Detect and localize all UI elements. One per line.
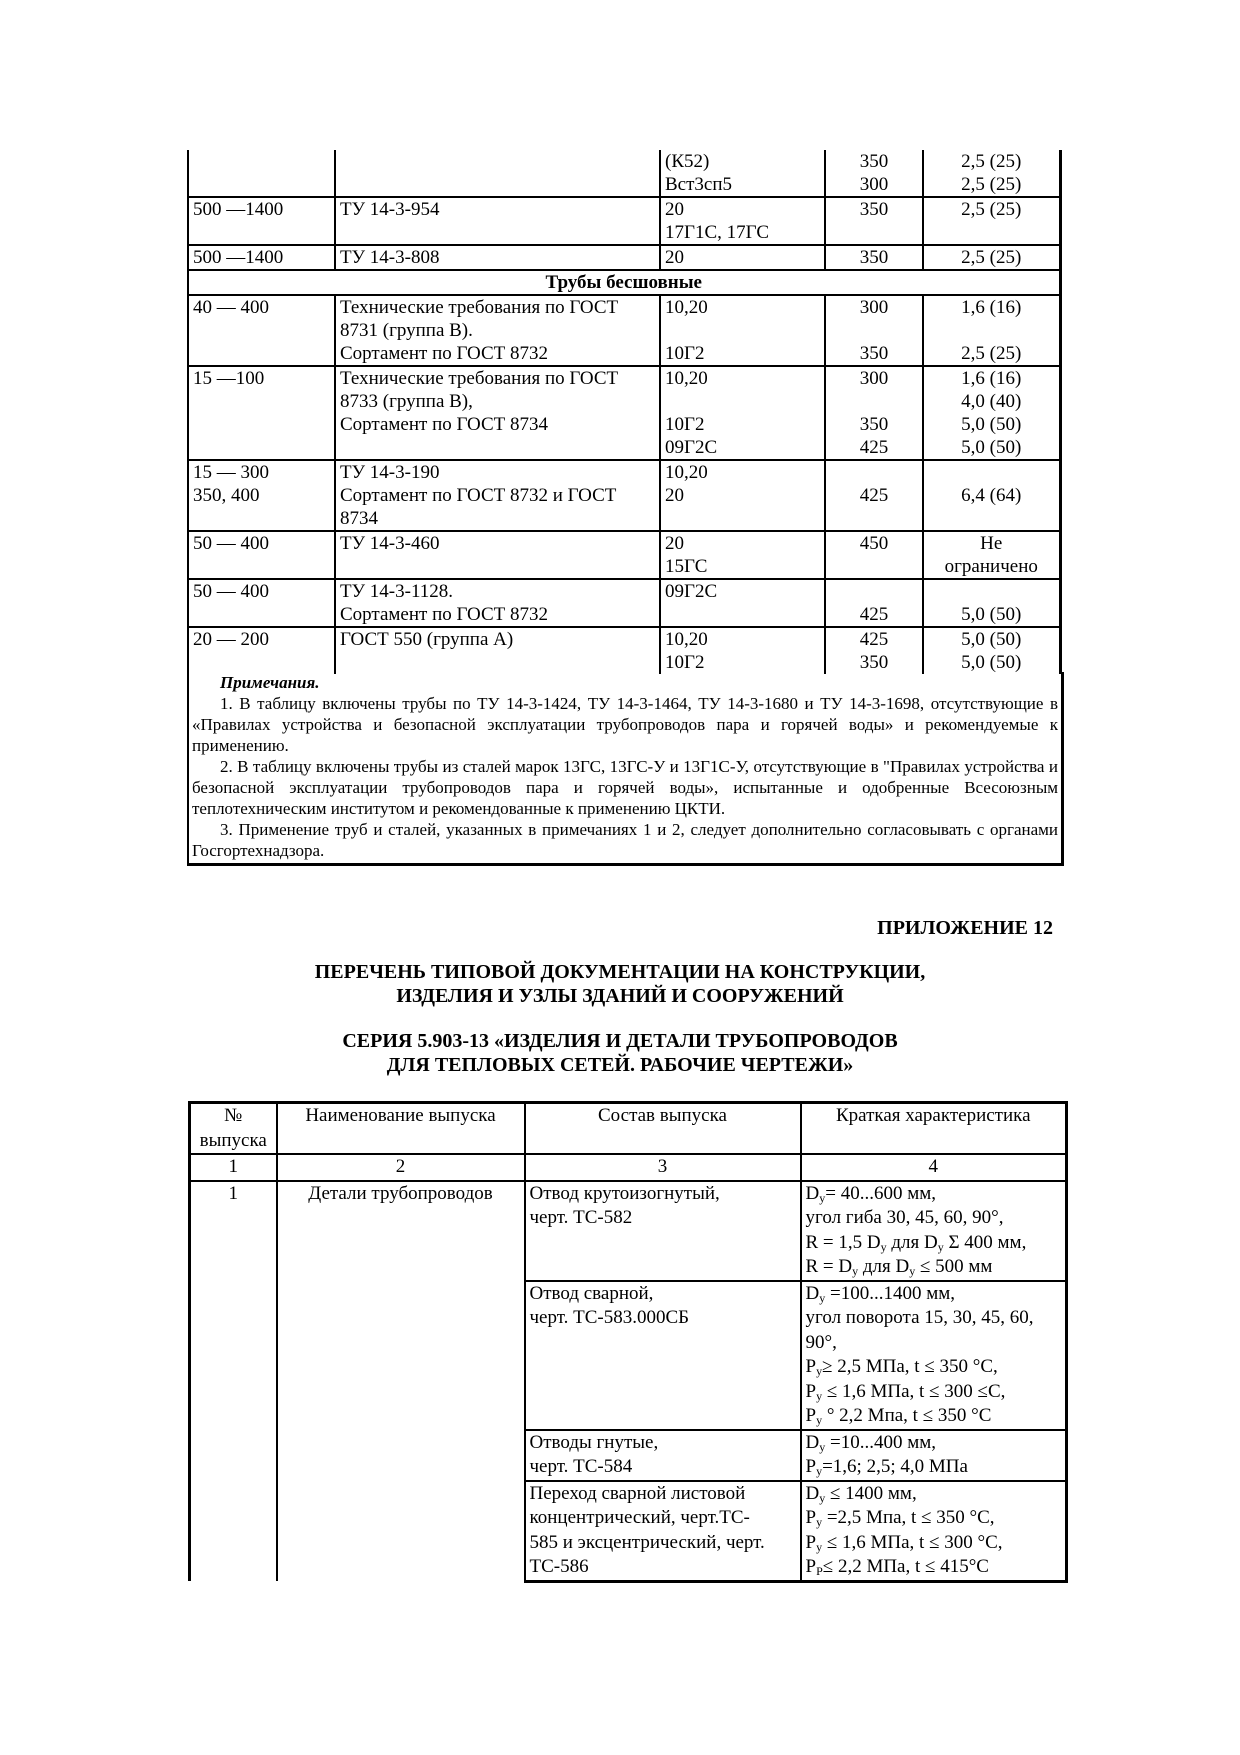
cell-line: ТУ 14-3-190 bbox=[340, 462, 440, 483]
cell-line: 50 — 400 bbox=[193, 581, 269, 602]
text-part: Σ 400 мм, bbox=[943, 1231, 1027, 1253]
appendix-label: ПРИЛОЖЕНИЕ 12 bbox=[877, 917, 1053, 939]
subscript: y bbox=[819, 1190, 826, 1205]
cell-line bbox=[665, 390, 820, 413]
cell-line bbox=[928, 580, 1055, 603]
cell-line: 5,0 (50) bbox=[961, 604, 1022, 625]
cell-line: (К52) bbox=[665, 151, 710, 172]
column-number: 3 bbox=[525, 1154, 801, 1181]
cell-line: 5,0 (50) bbox=[961, 414, 1022, 435]
characteristic-line bbox=[806, 1282, 1062, 1307]
cell-line: черт. ТС-583.000СБ bbox=[529, 1307, 690, 1328]
cell-line: 350 bbox=[859, 343, 889, 364]
cell-line: 20 — 200 bbox=[193, 629, 269, 650]
cell-line: Не bbox=[980, 533, 1003, 554]
subscript: y bbox=[880, 1239, 887, 1254]
diameter-cell bbox=[188, 295, 335, 366]
steel-grade-cell bbox=[660, 150, 825, 197]
specification-cell bbox=[335, 150, 660, 197]
text-part: P bbox=[805, 1380, 817, 1402]
steel-grade-cell bbox=[660, 245, 825, 270]
cell-line: 09Г2С bbox=[665, 437, 718, 458]
cell-line: 425 bbox=[859, 437, 889, 458]
diameter-cell bbox=[188, 245, 335, 270]
title-line: ИЗДЕЛИЯ И УЗЛЫ ЗДАНИЙ И СООРУЖЕНИЙ bbox=[396, 985, 844, 1007]
cell-line: ГОСТ 550 (группа А) bbox=[340, 629, 514, 650]
subscript: y bbox=[852, 1264, 859, 1278]
issue-name-cell: Детали трубопроводов bbox=[277, 1181, 525, 1582]
title-line: ПЕРЕЧЕНЬ ТИПОВОЙ ДОКУМЕНТАЦИИ НА КОНСТРУКЦИИ, bbox=[314, 961, 926, 983]
cell-line: 450 bbox=[859, 533, 889, 554]
characteristic-line bbox=[806, 1255, 1062, 1280]
column-number: 2 bbox=[277, 1154, 525, 1181]
series-title bbox=[187, 1029, 1053, 1077]
cell-line: 4,0 (40) bbox=[961, 391, 1022, 412]
text-part: угол гиба 30, 45, 60, 90°, bbox=[805, 1207, 1004, 1228]
composition-cell bbox=[525, 1181, 801, 1281]
temperature-cell bbox=[825, 295, 923, 366]
composition-cell bbox=[525, 1281, 801, 1430]
specification-cell bbox=[335, 197, 660, 245]
note-item: 1. В таблицу включены трубы по ТУ 14-3-1424, ТУ 14-3-1464, ТУ 14-3-1680 и ТУ 14-3-1698, отсутствующие в «Правилах устройства и безопасной эксплуатации трубопроводов пара и горячей воды» и рекомендуемые к применению. bbox=[192, 694, 1058, 755]
temperature-cell bbox=[825, 150, 923, 197]
cell-line: 585 и эксцентрический, черт. bbox=[529, 1531, 765, 1553]
characteristic-line bbox=[806, 1404, 1062, 1429]
cell-line: 15ГС bbox=[665, 556, 708, 577]
cell-line: 2,5 (25) bbox=[961, 174, 1022, 195]
specification-cell bbox=[335, 627, 660, 674]
cell-line: 300 bbox=[859, 368, 889, 389]
characteristics-cell bbox=[801, 1281, 1067, 1430]
text-part: P bbox=[805, 1456, 817, 1477]
cell-line: 10,20 bbox=[665, 297, 708, 318]
characteristic-line bbox=[806, 1306, 1062, 1331]
temperature-cell bbox=[825, 627, 923, 674]
table-row bbox=[188, 366, 1060, 460]
cell-line: Сортамент по ГОСТ 8734 bbox=[340, 414, 548, 435]
cell-line: черт. ТС-584 bbox=[529, 1456, 633, 1477]
cell-line: ограничено bbox=[944, 556, 1038, 577]
diameter-cell bbox=[188, 366, 335, 460]
text-part: P bbox=[805, 1556, 817, 1577]
cell-line: 15 — 300 bbox=[193, 462, 269, 483]
cell-line: Технические требования по ГОСТ bbox=[340, 297, 619, 318]
text-part: ≤ 1,6 МПа, t ≤ 300 ≤C, bbox=[822, 1380, 1006, 1402]
cell-line: 10,20 bbox=[665, 368, 708, 389]
subscript: y bbox=[816, 1464, 823, 1478]
notes-block bbox=[187, 672, 1064, 866]
pressure-cell bbox=[923, 579, 1060, 627]
characteristics-cell bbox=[801, 1181, 1067, 1281]
specification-cell bbox=[335, 295, 660, 366]
cell-line: концентрический, черт.ТС- bbox=[529, 1507, 750, 1528]
steel-grade-cell bbox=[660, 366, 825, 460]
series-line: ДЛЯ ТЕПЛОВЫХ СЕТЕЙ. РАБОЧИЕ ЧЕРТЕЖИ» bbox=[386, 1054, 854, 1076]
text-part: ° 2,2 Мпа, t ≤ 350 °C bbox=[822, 1405, 992, 1426]
cell-line: ТУ 14-3-954 bbox=[340, 199, 440, 220]
subscript: y bbox=[819, 1290, 826, 1305]
text-part: =1,6; 2,5; 4,0 МПа bbox=[822, 1456, 968, 1477]
subscript: y bbox=[816, 1388, 823, 1403]
characteristic-line bbox=[806, 1506, 1062, 1531]
cell-line: 09Г2С bbox=[665, 581, 718, 602]
characteristic-line bbox=[806, 1531, 1062, 1556]
cell-line: Отводы гнутые, bbox=[529, 1431, 659, 1453]
subscript: y bbox=[909, 1264, 916, 1278]
column-number: 4 bbox=[801, 1154, 1067, 1181]
text-part: P bbox=[805, 1531, 817, 1553]
characteristic-line bbox=[806, 1431, 1062, 1456]
steel-grade-cell bbox=[660, 460, 825, 531]
series-contents-table bbox=[188, 1101, 1068, 1583]
cell-line: 2,5 (25) bbox=[961, 151, 1022, 172]
cell-line bbox=[928, 319, 1055, 342]
cell-line bbox=[830, 319, 918, 342]
pressure-cell bbox=[923, 531, 1060, 579]
table-row bbox=[188, 270, 1060, 295]
text-part: угол поворота 15, 30, 45, 60, bbox=[805, 1307, 1034, 1328]
cell-line: 50 — 400 bbox=[193, 533, 269, 554]
diameter-cell bbox=[188, 150, 335, 197]
cell-line bbox=[665, 319, 820, 342]
cell-line: 6,4 (64) bbox=[961, 485, 1022, 506]
cell-line: 350, 400 bbox=[193, 485, 260, 506]
cell-line: ТУ 14-3-1128. bbox=[340, 581, 454, 602]
cell-line: Отвод сварной, bbox=[529, 1282, 654, 1304]
cell-line: 8733 (группа В), bbox=[340, 391, 473, 412]
specification-cell bbox=[335, 245, 660, 270]
cell-line: 425 bbox=[859, 604, 889, 625]
series-line: СЕРИЯ 5.903-13 «ИЗДЕЛИЯ И ДЕТАЛИ ТРУБОПРОВОДОВ bbox=[342, 1030, 898, 1052]
table-row bbox=[188, 627, 1060, 674]
cell-line: 8731 (группа В). bbox=[340, 320, 473, 341]
diameter-cell bbox=[188, 531, 335, 579]
cell-line: Сортамент по ГОСТ 8732 bbox=[340, 604, 548, 625]
text-part: R = 1,5 D bbox=[805, 1231, 881, 1253]
table-row bbox=[188, 150, 1060, 197]
characteristic-line bbox=[806, 1206, 1062, 1231]
diameter-cell bbox=[188, 579, 335, 627]
pressure-cell bbox=[923, 460, 1060, 531]
temperature-cell bbox=[825, 197, 923, 245]
notes-heading: Примечания. bbox=[220, 673, 320, 692]
cell-line bbox=[193, 150, 330, 173]
cell-line: черт. ТС-582 bbox=[529, 1207, 633, 1228]
cell-line: 10,20 bbox=[665, 629, 708, 650]
table-row bbox=[188, 295, 1060, 366]
cell-line: 5,0 (50) bbox=[961, 629, 1022, 650]
cell-line: 5,0 (50) bbox=[961, 437, 1022, 458]
steel-grade-cell bbox=[660, 295, 825, 366]
note-item: 2. В таблицу включены трубы из сталей марок 13ГС, 13ГС-У и 13Г1С-У, отсутствующие в "Правилах устройства и безопасной эксплуатации трубопроводов пара и горячей воды», испытанные и одобренные Всесоюзным теплотехническим институтом и рекомендованные к применению ЦКТИ. bbox=[192, 757, 1058, 818]
characteristic-line bbox=[806, 1182, 1062, 1207]
steel-grade-cell bbox=[660, 627, 825, 674]
cell-line: 5,0 (50) bbox=[961, 652, 1022, 673]
characteristic-line bbox=[806, 1355, 1062, 1380]
text-part: =10...400 мм, bbox=[825, 1431, 936, 1453]
cell-line bbox=[830, 580, 918, 603]
text-part: ≥ 2,5 МПа, t ≤ 350 °C, bbox=[822, 1356, 998, 1377]
specification-cell bbox=[335, 531, 660, 579]
characteristic-line bbox=[806, 1455, 1062, 1480]
table-row bbox=[188, 245, 1060, 270]
text-part: для D bbox=[858, 1256, 910, 1277]
pressure-cell bbox=[923, 366, 1060, 460]
cell-line: 20 bbox=[665, 247, 684, 268]
steel-grade-cell bbox=[660, 197, 825, 245]
diameter-cell bbox=[188, 197, 335, 245]
temperature-cell bbox=[825, 579, 923, 627]
text-part: ≤ 1,6 МПа, t ≤ 300 °C, bbox=[822, 1531, 1003, 1553]
cell-line: 425 bbox=[859, 485, 889, 506]
section-heading: Трубы бесшовные bbox=[188, 270, 1060, 295]
steel-grade-cell bbox=[660, 531, 825, 579]
header-characteristics: Краткая характеристика bbox=[801, 1103, 1067, 1155]
note-item: 3. Применение труб и сталей, указанных в примечаниях 1 и 2, следует дополнительно согласовывать с органами Госгортехнадзора. bbox=[192, 820, 1058, 860]
subscript: y bbox=[937, 1239, 944, 1254]
cell-line: 17Г1С, 17ГС bbox=[665, 222, 770, 243]
characteristic-line bbox=[806, 1231, 1062, 1256]
cell-line: Сортамент по ГОСТ 8732 и ГОСТ bbox=[340, 485, 617, 506]
text-part: D bbox=[805, 1482, 820, 1504]
text-part: 90°, bbox=[805, 1331, 837, 1353]
cell-line: 10Г2 bbox=[665, 343, 705, 364]
specification-cell bbox=[335, 460, 660, 531]
characteristics-cell bbox=[801, 1481, 1067, 1582]
diameter-cell bbox=[188, 627, 335, 674]
pressure-cell bbox=[923, 295, 1060, 366]
table-row bbox=[190, 1181, 1067, 1281]
subscript: y bbox=[816, 1515, 823, 1529]
cell-line bbox=[830, 390, 918, 413]
text-part: D bbox=[805, 1182, 820, 1204]
specification-cell bbox=[335, 366, 660, 460]
cell-line: 20 bbox=[665, 533, 684, 554]
text-part: P bbox=[805, 1405, 817, 1426]
text-part: D bbox=[805, 1431, 820, 1453]
pressure-cell bbox=[923, 150, 1060, 197]
document-title bbox=[187, 960, 1053, 1008]
characteristic-line bbox=[806, 1482, 1062, 1507]
issue-number-cell: 1 bbox=[190, 1181, 277, 1582]
subscript: y bbox=[816, 1364, 823, 1378]
cell-line: 2,5 (25) bbox=[961, 343, 1022, 364]
characteristics-cell bbox=[801, 1430, 1067, 1481]
characteristic-line bbox=[806, 1331, 1062, 1356]
text-part: ≤ 500 мм bbox=[915, 1256, 993, 1277]
table-row bbox=[188, 460, 1060, 531]
cell-line: 15 —100 bbox=[193, 368, 265, 389]
header-issue-name: Наименование выпуска bbox=[277, 1103, 525, 1155]
subscript: y bbox=[819, 1490, 826, 1505]
cell-line bbox=[340, 150, 655, 173]
specification-cell bbox=[335, 579, 660, 627]
table-row bbox=[188, 197, 1060, 245]
cell-line: 40 — 400 bbox=[193, 297, 269, 318]
cell-line: 10Г2 bbox=[665, 414, 705, 435]
text-part: =2,5 Мпа, t ≤ 350 °C, bbox=[822, 1507, 995, 1528]
steel-pipes-table bbox=[187, 150, 1062, 674]
temperature-cell bbox=[825, 245, 923, 270]
cell-line: 300 bbox=[859, 297, 889, 318]
cell-line: ТУ 14-3-460 bbox=[340, 533, 440, 554]
characteristic-line bbox=[806, 1380, 1062, 1405]
cell-line: Вст3сп5 bbox=[665, 174, 733, 195]
cell-line: Отвод крутоизогнутый, bbox=[529, 1182, 720, 1204]
cell-line: Переход сварной листовой bbox=[529, 1482, 746, 1504]
cell-line: 350 bbox=[859, 414, 889, 435]
cell-line: Сортамент по ГОСТ 8732 bbox=[340, 343, 548, 364]
cell-line: ТС-586 bbox=[529, 1556, 589, 1577]
cell-line: 500 —1400 bbox=[193, 247, 284, 268]
characteristic-line bbox=[806, 1555, 1062, 1580]
subscript: y bbox=[816, 1539, 823, 1554]
pressure-cell bbox=[923, 245, 1060, 270]
cell-line: 8734 bbox=[340, 508, 378, 529]
cell-line: 1,6 (16) bbox=[961, 297, 1022, 318]
composition-cell bbox=[525, 1430, 801, 1481]
cell-line: 2,5 (25) bbox=[961, 199, 1022, 220]
cell-line: 350 bbox=[859, 151, 889, 172]
diameter-cell bbox=[188, 460, 335, 531]
text-part: R = D bbox=[805, 1256, 853, 1277]
table-row bbox=[188, 531, 1060, 579]
header-composition: Состав выпуска bbox=[525, 1103, 801, 1155]
cell-line: 1,6 (16) bbox=[961, 368, 1022, 389]
pressure-cell bbox=[923, 197, 1060, 245]
steel-grade-cell bbox=[660, 579, 825, 627]
text-part: D bbox=[805, 1282, 820, 1304]
subscript: y bbox=[819, 1439, 826, 1454]
column-number: 1 bbox=[190, 1154, 277, 1181]
cell-line: 350 bbox=[859, 247, 889, 268]
text-part: P bbox=[805, 1356, 817, 1377]
cell-line bbox=[928, 461, 1055, 484]
cell-line: 20 bbox=[665, 199, 684, 220]
cell-line bbox=[830, 461, 918, 484]
cell-line: 300 bbox=[859, 174, 889, 195]
temperature-cell bbox=[825, 366, 923, 460]
text-part: =100...1400 мм, bbox=[825, 1282, 955, 1304]
table-row bbox=[188, 579, 1060, 627]
subscript: P bbox=[816, 1564, 823, 1578]
text-part: для D bbox=[886, 1231, 938, 1253]
subscript: y bbox=[816, 1413, 823, 1427]
temperature-cell bbox=[825, 531, 923, 579]
composition-cell bbox=[525, 1481, 801, 1582]
cell-line: 2,5 (25) bbox=[961, 247, 1022, 268]
cell-line: Технические требования по ГОСТ bbox=[340, 368, 619, 389]
cell-line: 10,20 bbox=[665, 462, 708, 483]
header-issue-number: № выпуска bbox=[190, 1103, 277, 1155]
text-part: = 40...600 мм, bbox=[825, 1182, 936, 1204]
temperature-cell bbox=[825, 460, 923, 531]
cell-line: 350 bbox=[859, 199, 889, 220]
cell-line: 425 bbox=[859, 629, 889, 650]
cell-line: 10Г2 bbox=[665, 652, 705, 673]
pressure-cell bbox=[923, 627, 1060, 674]
text-part: P bbox=[805, 1507, 817, 1528]
text-part: ≤ 1400 мм, bbox=[825, 1482, 917, 1504]
text-part: ≤ 2,2 МПа, t ≤ 415°C bbox=[822, 1556, 989, 1577]
cell-line: 350 bbox=[859, 652, 889, 673]
cell-line: 500 —1400 bbox=[193, 199, 284, 220]
cell-line: 20 bbox=[665, 485, 684, 506]
cell-line: ТУ 14-3-808 bbox=[340, 247, 440, 268]
